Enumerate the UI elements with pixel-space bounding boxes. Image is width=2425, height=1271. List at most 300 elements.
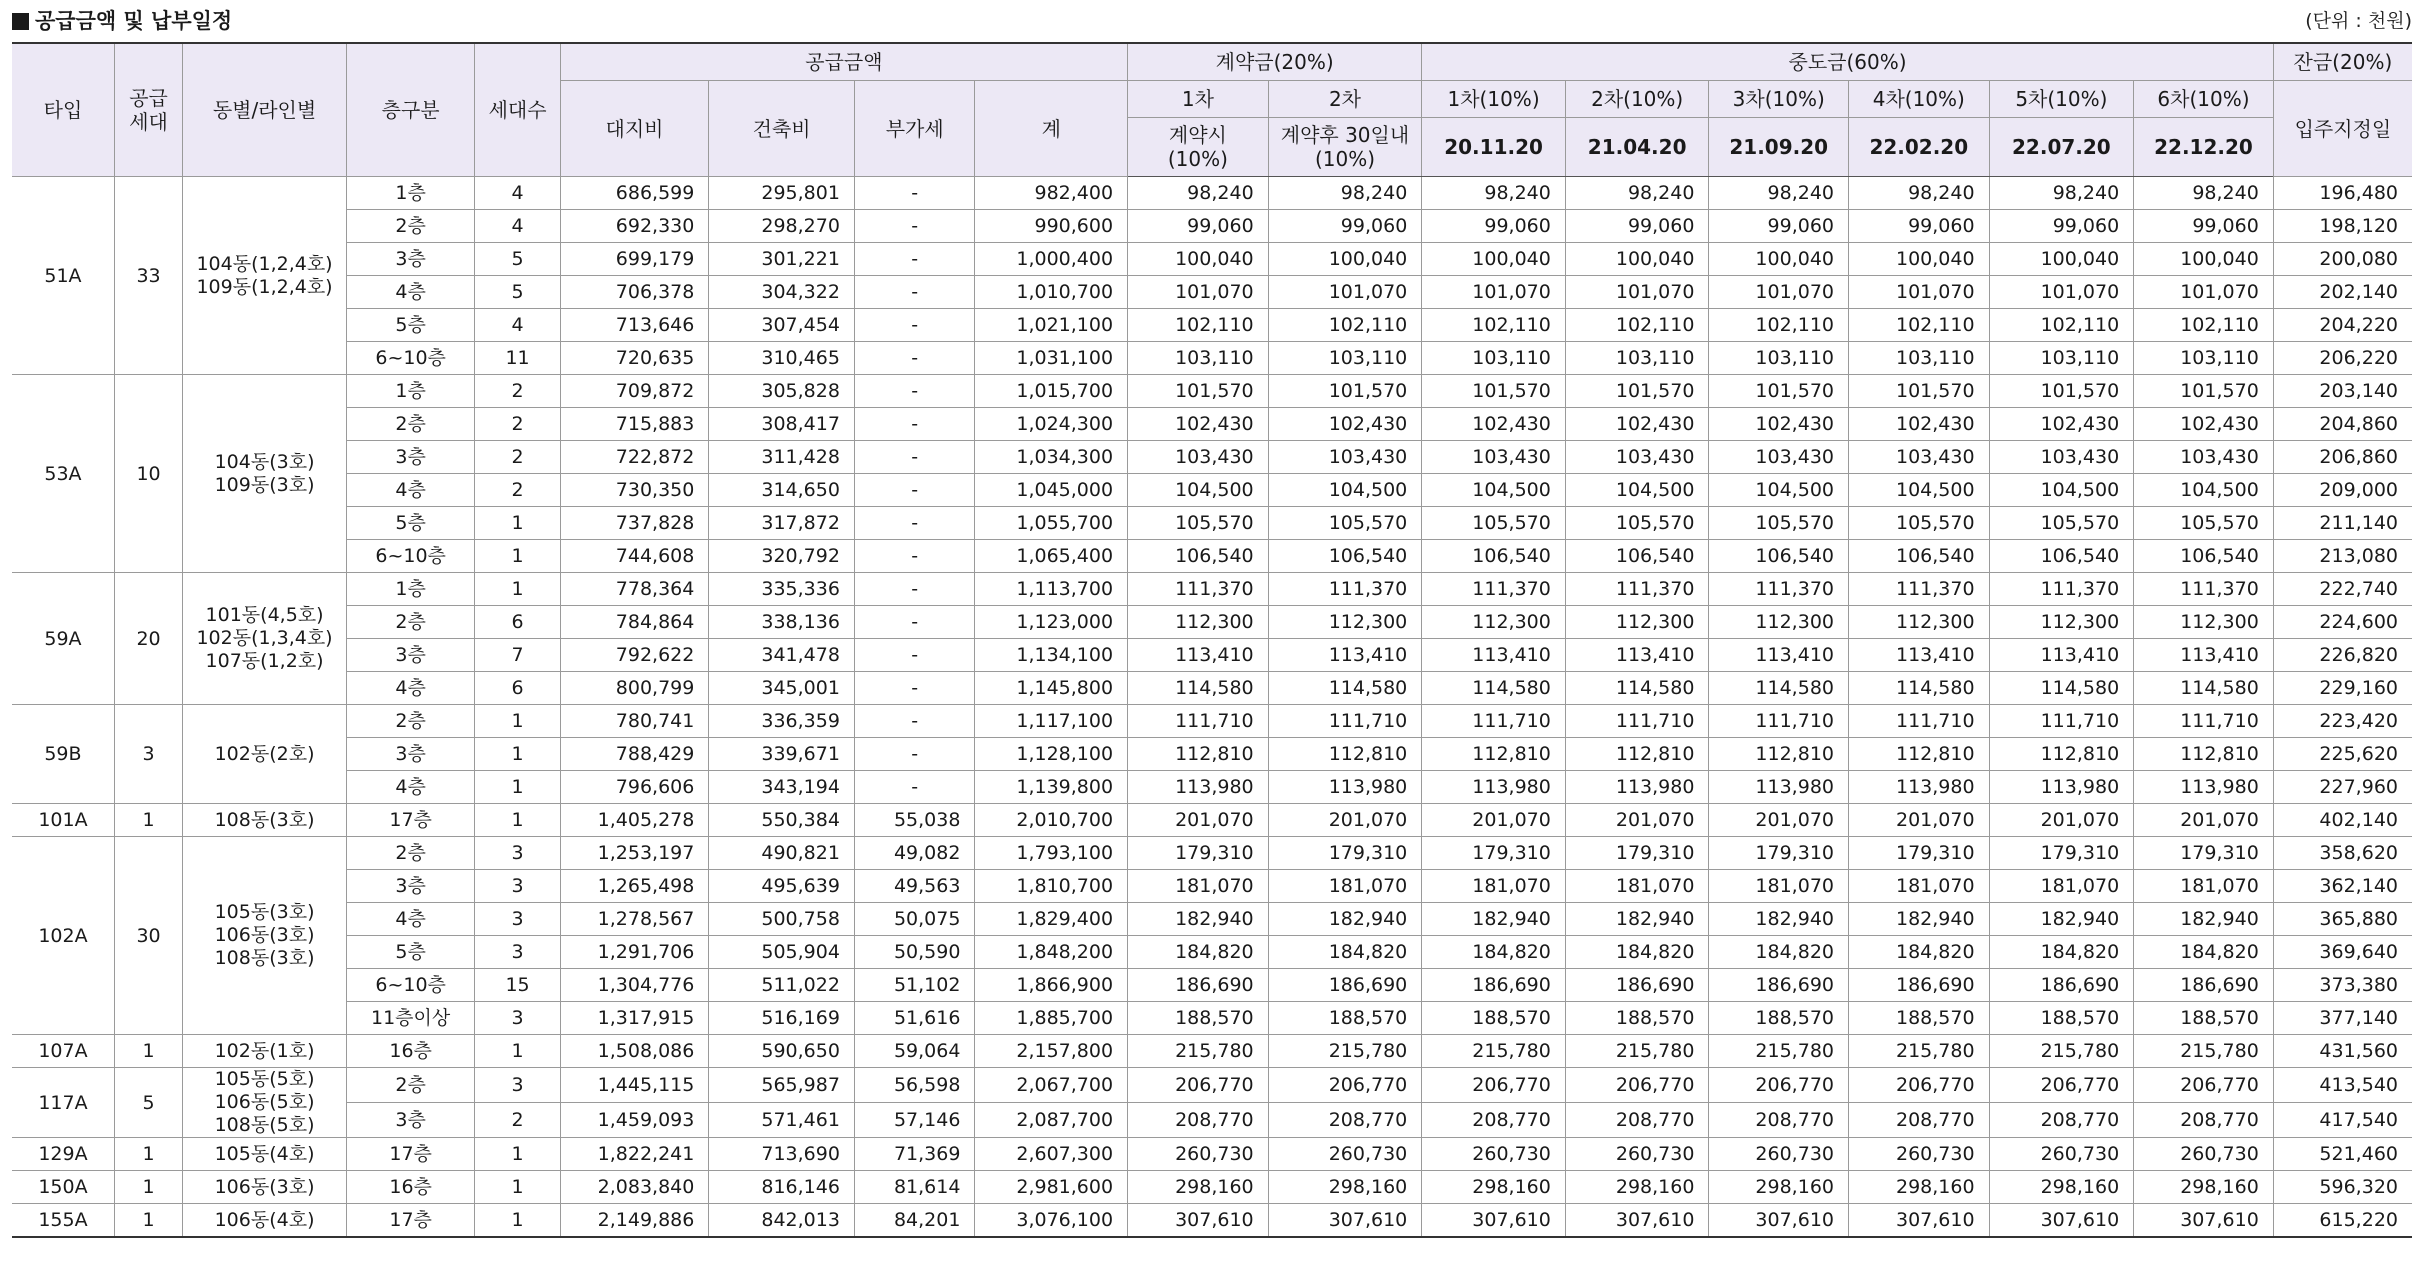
table-row xyxy=(12,1068,2412,1103)
interim-cell: 188,570 xyxy=(1422,1002,1566,1035)
land-cost-cell: 744,608 xyxy=(560,540,709,573)
land-cost-cell: 699,179 xyxy=(560,243,709,276)
supply-units-cell: 33 xyxy=(114,177,182,375)
header-interim: 중도금(60%) xyxy=(1422,43,2274,81)
interim-cell: 112,300 xyxy=(1849,606,1990,639)
construction-cost-cell: 341,478 xyxy=(709,639,855,672)
type-cell: 155A xyxy=(12,1204,114,1238)
construction-cost-cell: 495,639 xyxy=(709,870,855,903)
supply-units-cell: 1 xyxy=(114,1171,182,1204)
total-cell: 2,157,800 xyxy=(975,1035,1128,1068)
construction-cost-cell: 490,821 xyxy=(709,837,855,870)
deposit-2-cell: 98,240 xyxy=(1268,177,1422,210)
balance-cell: 226,820 xyxy=(2273,639,2412,672)
interim-cell: 112,810 xyxy=(1989,738,2134,771)
balance-cell: 521,460 xyxy=(2273,1138,2412,1171)
construction-cost-cell: 320,792 xyxy=(709,540,855,573)
vat-cell: - xyxy=(854,276,974,309)
interim-cell: 113,410 xyxy=(2134,639,2274,672)
land-cost-cell: 1,822,241 xyxy=(560,1138,709,1171)
land-cost-cell: 1,508,086 xyxy=(560,1035,709,1068)
deposit-2-cell: 179,310 xyxy=(1268,837,1422,870)
vat-cell: 55,038 xyxy=(854,804,974,837)
deposit-2-cell: 99,060 xyxy=(1268,210,1422,243)
total-cell: 1,145,800 xyxy=(975,672,1128,705)
vat-cell: - xyxy=(854,672,974,705)
floor-cell: 2층 xyxy=(346,408,475,441)
header-building-line: 동별/라인별 xyxy=(183,43,347,177)
households-cell: 15 xyxy=(475,969,560,1002)
buildings-cell xyxy=(183,1171,347,1204)
households-cell: 6 xyxy=(475,606,560,639)
floor-cell: 11층이상 xyxy=(346,1002,475,1035)
households-cell: 1 xyxy=(475,1138,560,1171)
interim-cell: 188,570 xyxy=(1989,1002,2134,1035)
deposit-2-cell: 103,110 xyxy=(1268,342,1422,375)
interim-cell: 101,070 xyxy=(1849,276,1990,309)
deposit-2-cell: 105,570 xyxy=(1268,507,1422,540)
deposit-1-cell: 101,570 xyxy=(1128,375,1269,408)
deposit-2-cell: 106,540 xyxy=(1268,540,1422,573)
interim-cell: 98,240 xyxy=(1422,177,1566,210)
supply-units-cell: 3 xyxy=(114,705,182,804)
interim-cell: 100,040 xyxy=(1709,243,1849,276)
text-line: 108동(5호) xyxy=(214,1114,315,1136)
interim-cell: 113,980 xyxy=(1565,771,1709,804)
interim-cell: 102,110 xyxy=(1565,309,1709,342)
total-cell: 1,113,700 xyxy=(975,573,1128,606)
vat-cell: - xyxy=(854,705,974,738)
land-cost-cell: 1,405,278 xyxy=(560,804,709,837)
deposit-1-cell: 179,310 xyxy=(1128,837,1269,870)
vat-cell: - xyxy=(854,177,974,210)
vat-cell: - xyxy=(854,474,974,507)
interim-cell: 99,060 xyxy=(1989,210,2134,243)
vat-cell: - xyxy=(854,771,974,804)
deposit-2-cell: 111,710 xyxy=(1268,705,1422,738)
vat-cell: - xyxy=(854,639,974,672)
construction-cost-cell: 304,322 xyxy=(709,276,855,309)
deposit-1-cell: 102,110 xyxy=(1128,309,1269,342)
interim-cell: 103,430 xyxy=(2134,441,2274,474)
land-cost-cell: 1,445,115 xyxy=(560,1068,709,1103)
interim-cell: 206,770 xyxy=(1989,1068,2134,1103)
total-cell: 1,000,400 xyxy=(975,243,1128,276)
interim-cell: 112,810 xyxy=(1565,738,1709,771)
interim-cell: 201,070 xyxy=(1989,804,2134,837)
interim-cell: 186,690 xyxy=(1565,969,1709,1002)
total-cell: 1,065,400 xyxy=(975,540,1128,573)
interim-cell: 103,110 xyxy=(2134,342,2274,375)
land-cost-cell: 780,741 xyxy=(560,705,709,738)
interim-cell: 104,500 xyxy=(1849,474,1990,507)
interim-cell: 307,610 xyxy=(1849,1204,1990,1238)
text-line: 109동(1,2,4호) xyxy=(196,275,333,298)
land-cost-cell: 2,083,840 xyxy=(560,1171,709,1204)
text-line: 계약시 xyxy=(1168,123,1227,147)
table-row xyxy=(12,177,2412,210)
deposit-1-cell: 99,060 xyxy=(1128,210,1269,243)
total-cell: 1,031,100 xyxy=(975,342,1128,375)
deposit-1-cell: 114,580 xyxy=(1128,672,1269,705)
vat-cell: - xyxy=(854,441,974,474)
deposit-1-cell: 106,540 xyxy=(1128,540,1269,573)
interim-cell: 184,820 xyxy=(1565,936,1709,969)
table-row xyxy=(12,408,2412,441)
balance-cell: 431,560 xyxy=(2273,1035,2412,1068)
header-supply-amount: 공급금액 xyxy=(560,43,1127,81)
interim-cell: 113,410 xyxy=(1422,639,1566,672)
balance-cell: 373,380 xyxy=(2273,969,2412,1002)
construction-cost-cell: 338,136 xyxy=(709,606,855,639)
interim-cell: 113,980 xyxy=(2134,771,2274,804)
text-line: 106동(5호) xyxy=(214,1091,315,1113)
land-cost-cell: 800,799 xyxy=(560,672,709,705)
interim-cell: 105,570 xyxy=(2134,507,2274,540)
balance-cell: 204,220 xyxy=(2273,309,2412,342)
deposit-2-cell: 182,940 xyxy=(1268,903,1422,936)
construction-cost-cell: 516,169 xyxy=(709,1002,855,1035)
floor-cell: 16층 xyxy=(346,1035,475,1068)
floor-cell: 4층 xyxy=(346,474,475,507)
deposit-2-cell: 208,770 xyxy=(1268,1103,1422,1138)
interim-cell: 206,770 xyxy=(1565,1068,1709,1103)
interim-cell: 102,430 xyxy=(1709,408,1849,441)
deposit-2-cell: 201,070 xyxy=(1268,804,1422,837)
construction-cost-cell: 305,828 xyxy=(709,375,855,408)
households-cell: 4 xyxy=(475,210,560,243)
interim-cell: 105,570 xyxy=(1989,507,2134,540)
interim-cell: 101,570 xyxy=(2134,375,2274,408)
construction-cost-cell: 345,001 xyxy=(709,672,855,705)
construction-cost-cell: 816,146 xyxy=(709,1171,855,1204)
households-cell: 3 xyxy=(475,936,560,969)
supply-units-cell: 1 xyxy=(114,1138,182,1171)
interim-cell: 101,570 xyxy=(1989,375,2134,408)
land-cost-cell: 792,622 xyxy=(560,639,709,672)
interim-cell: 206,770 xyxy=(2134,1068,2274,1103)
construction-cost-cell: 505,904 xyxy=(709,936,855,969)
households-cell: 2 xyxy=(475,474,560,507)
floor-cell: 6~10층 xyxy=(346,540,475,573)
interim-cell: 111,710 xyxy=(1422,705,1566,738)
interim-cell: 114,580 xyxy=(1422,672,1566,705)
interim-cell: 103,110 xyxy=(1989,342,2134,375)
supply-units-cell: 5 xyxy=(114,1068,182,1138)
floor-cell: 6~10층 xyxy=(346,969,475,1002)
land-cost-cell: 722,872 xyxy=(560,441,709,474)
balance-cell: 615,220 xyxy=(2273,1204,2412,1238)
interim-cell: 103,430 xyxy=(1709,441,1849,474)
interim-cell: 103,110 xyxy=(1565,342,1709,375)
header-households: 세대수 xyxy=(475,43,560,177)
balance-cell: 227,960 xyxy=(2273,771,2412,804)
deposit-1-cell: 181,070 xyxy=(1128,870,1269,903)
price-schedule-table xyxy=(12,42,2412,1238)
supply-units-cell: 1 xyxy=(114,1204,182,1238)
interim-cell: 106,540 xyxy=(1849,540,1990,573)
balance-cell: 224,600 xyxy=(2273,606,2412,639)
land-cost-cell: 686,599 xyxy=(560,177,709,210)
total-cell: 1,055,700 xyxy=(975,507,1128,540)
households-cell: 1 xyxy=(475,573,560,606)
interim-cell: 111,370 xyxy=(1849,573,1990,606)
total-cell: 1,829,400 xyxy=(975,903,1128,936)
total-cell: 1,848,200 xyxy=(975,936,1128,969)
vat-cell: - xyxy=(854,573,974,606)
interim-cell: 113,980 xyxy=(1989,771,2134,804)
land-cost-cell: 713,646 xyxy=(560,309,709,342)
interim-cell: 102,110 xyxy=(1989,309,2134,342)
table-row xyxy=(12,771,2412,804)
supply-units-cell: 10 xyxy=(114,375,182,573)
interim-cell: 113,980 xyxy=(1849,771,1990,804)
interim-cell: 215,780 xyxy=(2134,1035,2274,1068)
section-title-text: 공급금액 및 납부일정 xyxy=(35,9,233,33)
deposit-1-cell: 208,770 xyxy=(1128,1103,1269,1138)
floor-cell: 3층 xyxy=(346,1103,475,1138)
interim-cell: 182,940 xyxy=(1709,903,1849,936)
balance-cell: 417,540 xyxy=(2273,1103,2412,1138)
construction-cost-cell: 590,650 xyxy=(709,1035,855,1068)
households-cell: 1 xyxy=(475,1204,560,1238)
interim-cell: 101,570 xyxy=(1422,375,1566,408)
total-cell: 1,128,100 xyxy=(975,738,1128,771)
text-line: 공급 xyxy=(129,86,168,110)
interim-cell: 111,370 xyxy=(1709,573,1849,606)
interim-cell: 181,070 xyxy=(1989,870,2134,903)
black-square-icon xyxy=(12,13,29,30)
interim-cell: 98,240 xyxy=(1989,177,2134,210)
interim-cell: 105,570 xyxy=(1849,507,1990,540)
deposit-1-cell: 102,430 xyxy=(1128,408,1269,441)
type-cell: 107A xyxy=(12,1035,114,1068)
table-row xyxy=(12,210,2412,243)
buildings-cell xyxy=(183,804,347,837)
interim-cell: 106,540 xyxy=(1565,540,1709,573)
deposit-1-cell: 113,980 xyxy=(1128,771,1269,804)
deposit-1-cell: 111,710 xyxy=(1128,705,1269,738)
text-line: (10%) xyxy=(1314,147,1375,171)
balance-cell: 198,120 xyxy=(2273,210,2412,243)
deposit-1-cell: 298,160 xyxy=(1128,1171,1269,1204)
interim-cell: 208,770 xyxy=(1565,1103,1709,1138)
interim-cell: 182,940 xyxy=(1989,903,2134,936)
interim-cell: 182,940 xyxy=(2134,903,2274,936)
construction-cost-cell: 343,194 xyxy=(709,771,855,804)
construction-cost-cell: 314,650 xyxy=(709,474,855,507)
interim-cell: 298,160 xyxy=(2134,1171,2274,1204)
vat-cell: - xyxy=(854,606,974,639)
land-cost-cell: 1,291,706 xyxy=(560,936,709,969)
construction-cost-cell: 550,384 xyxy=(709,804,855,837)
total-cell: 2,607,300 xyxy=(975,1138,1128,1171)
construction-cost-cell: 295,801 xyxy=(709,177,855,210)
balance-cell: 377,140 xyxy=(2273,1002,2412,1035)
deposit-1-cell: 201,070 xyxy=(1128,804,1269,837)
deposit-1-cell: 113,410 xyxy=(1128,639,1269,672)
land-cost-cell: 796,606 xyxy=(560,771,709,804)
header-interim-date: 22.07.20 xyxy=(1989,118,2134,177)
households-cell: 5 xyxy=(475,243,560,276)
balance-cell: 225,620 xyxy=(2273,738,2412,771)
floor-cell: 2층 xyxy=(346,1068,475,1103)
interim-cell: 298,160 xyxy=(1849,1171,1990,1204)
households-cell: 6 xyxy=(475,672,560,705)
deposit-1-cell: 112,810 xyxy=(1128,738,1269,771)
interim-cell: 184,820 xyxy=(1709,936,1849,969)
households-cell: 1 xyxy=(475,771,560,804)
interim-cell: 101,070 xyxy=(1709,276,1849,309)
interim-cell: 215,780 xyxy=(1422,1035,1566,1068)
text-line: 101동(4,5호) xyxy=(205,604,324,626)
interim-cell: 179,310 xyxy=(1989,837,2134,870)
vat-cell: 81,614 xyxy=(854,1171,974,1204)
interim-cell: 182,940 xyxy=(1849,903,1990,936)
interim-cell: 111,710 xyxy=(1565,705,1709,738)
total-cell: 1,123,000 xyxy=(975,606,1128,639)
deposit-2-cell: 215,780 xyxy=(1268,1035,1422,1068)
table-row xyxy=(12,276,2412,309)
floor-cell: 1층 xyxy=(346,573,475,606)
interim-cell: 103,430 xyxy=(1989,441,2134,474)
table-row xyxy=(12,342,2412,375)
interim-cell: 184,820 xyxy=(1422,936,1566,969)
interim-cell: 215,780 xyxy=(1849,1035,1990,1068)
land-cost-cell: 1,253,197 xyxy=(560,837,709,870)
land-cost-cell: 709,872 xyxy=(560,375,709,408)
construction-cost-cell: 339,671 xyxy=(709,738,855,771)
interim-cell: 114,580 xyxy=(2134,672,2274,705)
floor-cell: 1층 xyxy=(346,177,475,210)
supply-units-cell: 30 xyxy=(114,837,182,1035)
households-cell: 1 xyxy=(475,738,560,771)
floor-cell: 3층 xyxy=(346,441,475,474)
interim-cell: 186,690 xyxy=(1849,969,1990,1002)
buildings-cell xyxy=(183,573,347,705)
type-cell: 59B xyxy=(12,705,114,804)
floor-cell: 17층 xyxy=(346,1204,475,1238)
text-line: 102동(1호) xyxy=(214,1039,315,1062)
deposit-2-cell: 100,040 xyxy=(1268,243,1422,276)
table-row xyxy=(12,540,2412,573)
deposit-2-cell: 298,160 xyxy=(1268,1171,1422,1204)
interim-cell: 260,730 xyxy=(1565,1138,1709,1171)
total-cell: 1,045,000 xyxy=(975,474,1128,507)
header-interim-date: 20.11.20 xyxy=(1422,118,1566,177)
floor-cell: 6~10층 xyxy=(346,342,475,375)
interim-cell: 111,710 xyxy=(1849,705,1990,738)
deposit-1-cell: 98,240 xyxy=(1128,177,1269,210)
households-cell: 2 xyxy=(475,375,560,408)
deposit-2-cell: 206,770 xyxy=(1268,1068,1422,1103)
interim-cell: 182,940 xyxy=(1422,903,1566,936)
header-deposit-2-desc xyxy=(1268,118,1422,177)
floor-cell: 16층 xyxy=(346,1171,475,1204)
total-cell: 982,400 xyxy=(975,177,1128,210)
interim-cell: 104,500 xyxy=(1709,474,1849,507)
header-interim-round: 1차(10%) xyxy=(1422,81,1566,118)
table-row xyxy=(12,1204,2412,1238)
balance-cell: 206,220 xyxy=(2273,342,2412,375)
interim-cell: 215,780 xyxy=(1565,1035,1709,1068)
construction-cost-cell: 310,465 xyxy=(709,342,855,375)
interim-cell: 201,070 xyxy=(2134,804,2274,837)
vat-cell: - xyxy=(854,738,974,771)
balance-cell: 229,160 xyxy=(2273,672,2412,705)
total-cell: 1,866,900 xyxy=(975,969,1128,1002)
interim-cell: 102,430 xyxy=(1422,408,1566,441)
buildings-cell xyxy=(183,1138,347,1171)
floor-cell: 3층 xyxy=(346,639,475,672)
households-cell: 1 xyxy=(475,507,560,540)
vat-cell: - xyxy=(854,540,974,573)
header-interim-round: 5차(10%) xyxy=(1989,81,2134,118)
interim-cell: 298,160 xyxy=(1565,1171,1709,1204)
interim-cell: 106,540 xyxy=(1989,540,2134,573)
type-cell: 53A xyxy=(12,375,114,573)
floor-cell: 5층 xyxy=(346,507,475,540)
interim-cell: 188,570 xyxy=(1849,1002,1990,1035)
total-cell: 1,010,700 xyxy=(975,276,1128,309)
floor-cell: 17층 xyxy=(346,1138,475,1171)
text-line: 107동(1,2호) xyxy=(205,650,324,672)
balance-cell: 206,860 xyxy=(2273,441,2412,474)
deposit-2-cell: 101,070 xyxy=(1268,276,1422,309)
construction-cost-cell: 301,221 xyxy=(709,243,855,276)
interim-cell: 100,040 xyxy=(1849,243,1990,276)
interim-cell: 260,730 xyxy=(1989,1138,2134,1171)
table-row xyxy=(12,936,2412,969)
deposit-1-cell: 103,110 xyxy=(1128,342,1269,375)
households-cell: 3 xyxy=(475,1068,560,1103)
balance-cell: 213,080 xyxy=(2273,540,2412,573)
land-cost-cell: 715,883 xyxy=(560,408,709,441)
interim-cell: 179,310 xyxy=(1422,837,1566,870)
interim-cell: 106,540 xyxy=(2134,540,2274,573)
total-cell: 1,810,700 xyxy=(975,870,1128,903)
interim-cell: 102,430 xyxy=(1849,408,1990,441)
text-line: 108동(3호) xyxy=(214,808,315,831)
land-cost-cell: 720,635 xyxy=(560,342,709,375)
land-cost-cell: 1,459,093 xyxy=(560,1103,709,1138)
table-row xyxy=(12,1035,2412,1068)
interim-cell: 106,540 xyxy=(1709,540,1849,573)
construction-cost-cell: 511,022 xyxy=(709,969,855,1002)
interim-cell: 307,610 xyxy=(1422,1204,1566,1238)
floor-cell: 2층 xyxy=(346,837,475,870)
header-interim-date: 21.09.20 xyxy=(1709,118,1849,177)
buildings-cell xyxy=(183,177,347,375)
text-line: 106동(4호) xyxy=(214,1208,315,1231)
table-row xyxy=(12,738,2412,771)
type-cell: 117A xyxy=(12,1068,114,1138)
header-deposit-2-desc-text xyxy=(1275,123,1416,171)
land-cost-cell: 706,378 xyxy=(560,276,709,309)
households-cell: 3 xyxy=(475,903,560,936)
total-cell: 1,015,700 xyxy=(975,375,1128,408)
vat-cell: 84,201 xyxy=(854,1204,974,1238)
vat-cell: - xyxy=(854,243,974,276)
interim-cell: 103,430 xyxy=(1565,441,1709,474)
interim-cell: 181,070 xyxy=(1565,870,1709,903)
text-line: 104동(1,2,4호) xyxy=(196,252,333,275)
interim-cell: 103,110 xyxy=(1422,342,1566,375)
interim-cell: 112,300 xyxy=(1709,606,1849,639)
interim-cell: 113,410 xyxy=(1849,639,1990,672)
header-deposit-2: 2차 xyxy=(1268,81,1422,118)
floor-cell: 4층 xyxy=(346,903,475,936)
